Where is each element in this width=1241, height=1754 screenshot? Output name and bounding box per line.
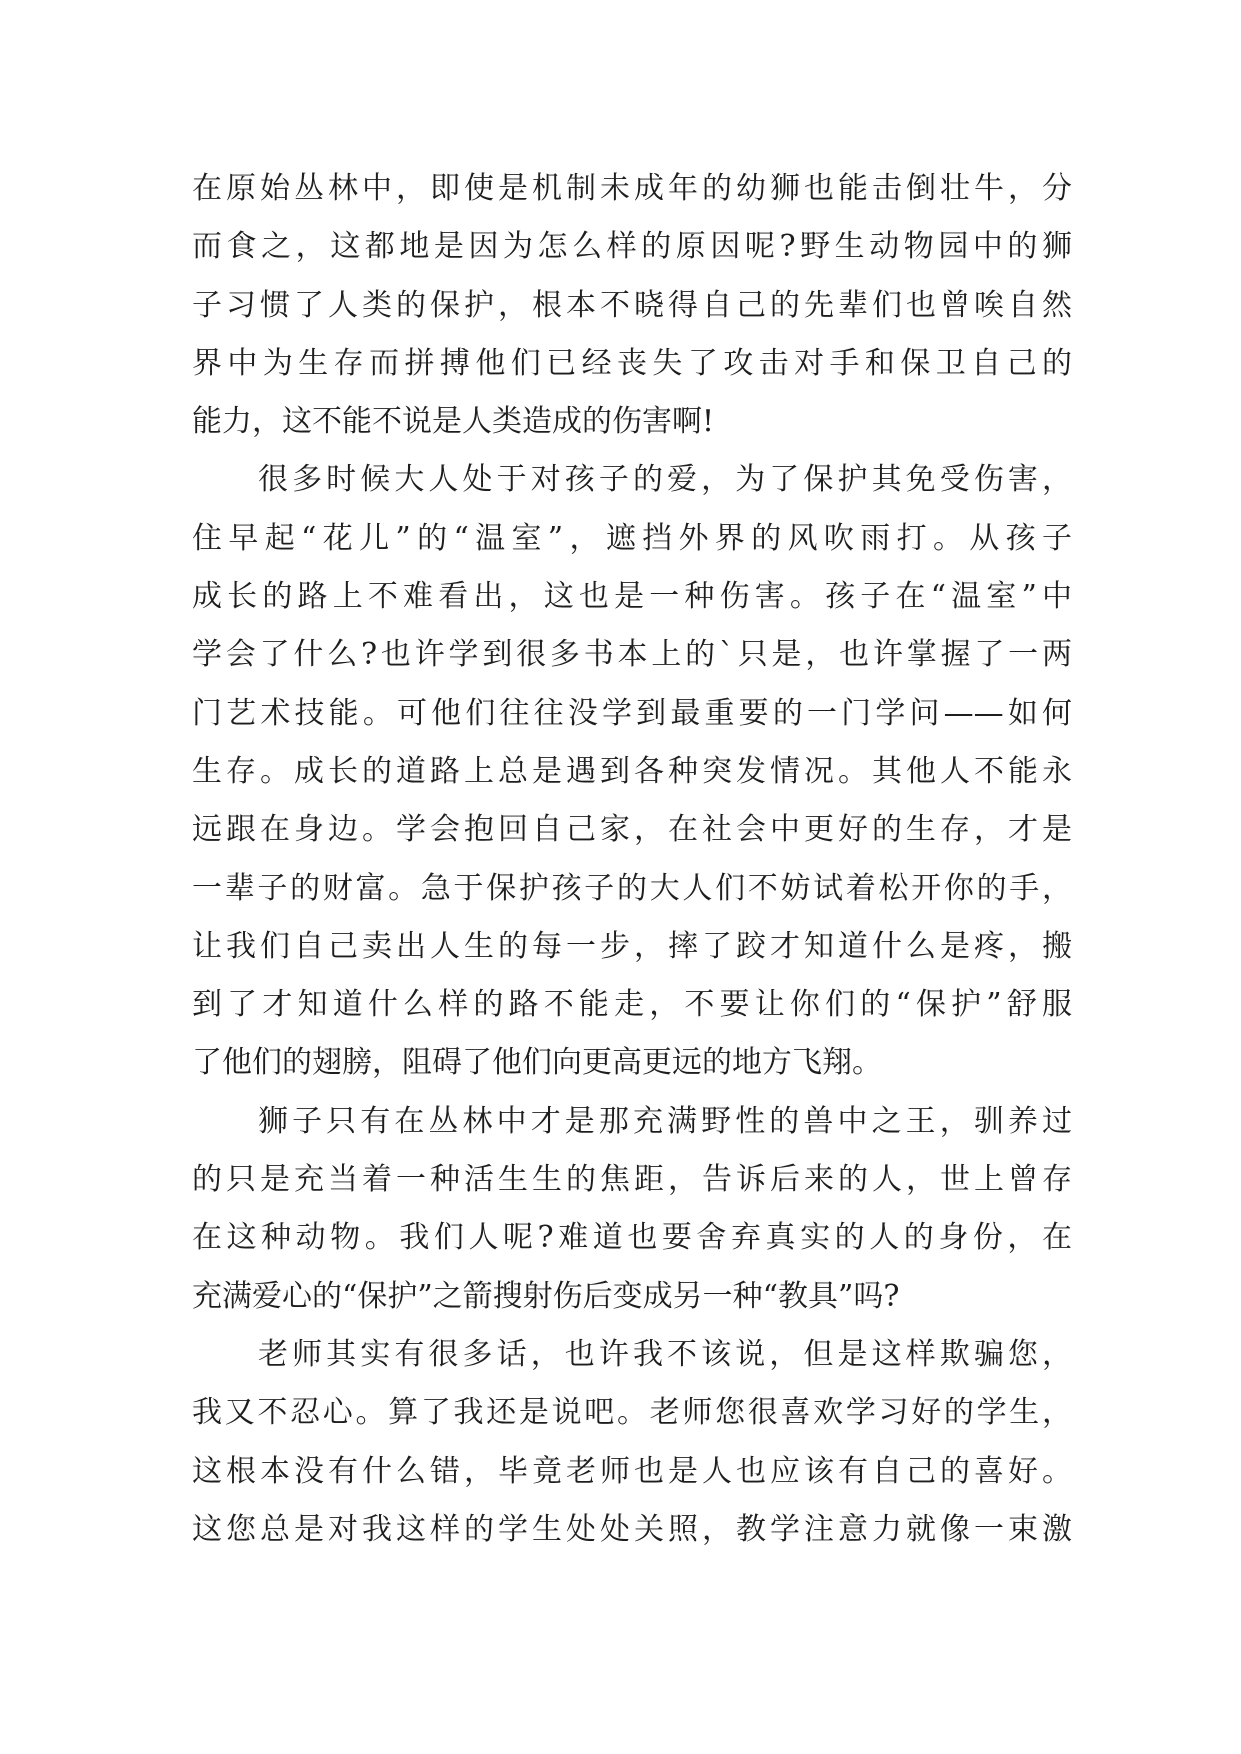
text-line: 老师其实有很多话，也许我不该说，但是这样欺骗您，: [258, 1336, 1072, 1372]
text-line: 界中为生存而拼搏他们已经丧失了攻击对手和保卫自己的: [192, 345, 1072, 381]
text-line: 住早起“花儿”的“温室”，遮挡外界的风吹雨打。从孩子: [192, 520, 1072, 556]
text-line: 很多时候大人处于对孩子的爱，为了保护其免受伤害，: [258, 462, 1072, 498]
text-line: 到了才知道什么样的路不能走，不要让你们的“保护”舒服: [192, 987, 1072, 1023]
document-body: [192, 160, 1072, 1559]
text-line: 而食之，这都地是因为怎么样的原因呢?野生动物园中的狮: [192, 229, 1072, 265]
text-line: 的只是充当着一种活生生的焦距，告诉后来的人，世上曾存: [192, 1162, 1072, 1198]
text-line: 了他们的翅膀，阻碍了他们向更高更远的地方飞翔。: [192, 1045, 882, 1081]
text-line: 在这种动物。我们人呢?难道也要舍弃真实的人的身份，在: [192, 1220, 1072, 1256]
text-line: 让我们自己卖出人生的每一步，摔了跤才知道什么是疼，搬: [192, 928, 1072, 964]
text-line: 一辈子的财富。急于保护孩子的大人们不妨试着松开你的手，: [192, 870, 1072, 906]
text-line: 充满爱心的“保护”之箭搜射伤后变成另一种“教具”吗?: [192, 1278, 900, 1314]
text-line: 学会了什么?也许学到很多书本上的`只是，也许掌握了一两: [192, 637, 1072, 673]
text-line: 我又不忍心。算了我还是说吧。老师您很喜欢学习好的学生，: [192, 1395, 1072, 1431]
text-line: 远跟在身边。学会抱回自己家，在社会中更好的生存，才是: [192, 812, 1072, 848]
text-line: 生存。成长的道路上总是遇到各种突发情况。其他人不能永: [192, 753, 1072, 789]
text-line: 成长的路上不难看出，这也是一种伤害。孩子在“温室”中: [192, 579, 1072, 615]
text-line: 这您总是对我这样的学生处处关照，教学注意力就像一束激: [192, 1511, 1072, 1547]
text-line: 这根本没有什么错，毕竟老师也是人也应该有自己的喜好。: [192, 1453, 1072, 1489]
text-line: 子习惯了人类的保护，根本不晓得自己的先辈们也曾唉自然: [192, 287, 1072, 323]
text-line: 能力，这不能不说是人类造成的伤害啊!: [192, 404, 715, 440]
text-line: 在原始丛林中，即使是机制未成年的幼狮也能击倒壮牛，分: [192, 171, 1072, 206]
text-line: 狮子只有在丛林中才是那充满野性的兽中之王，驯养过: [258, 1103, 1072, 1139]
text-line: 门艺术技能。可他们往往没学到最重要的一门学问——如何: [192, 695, 1072, 731]
